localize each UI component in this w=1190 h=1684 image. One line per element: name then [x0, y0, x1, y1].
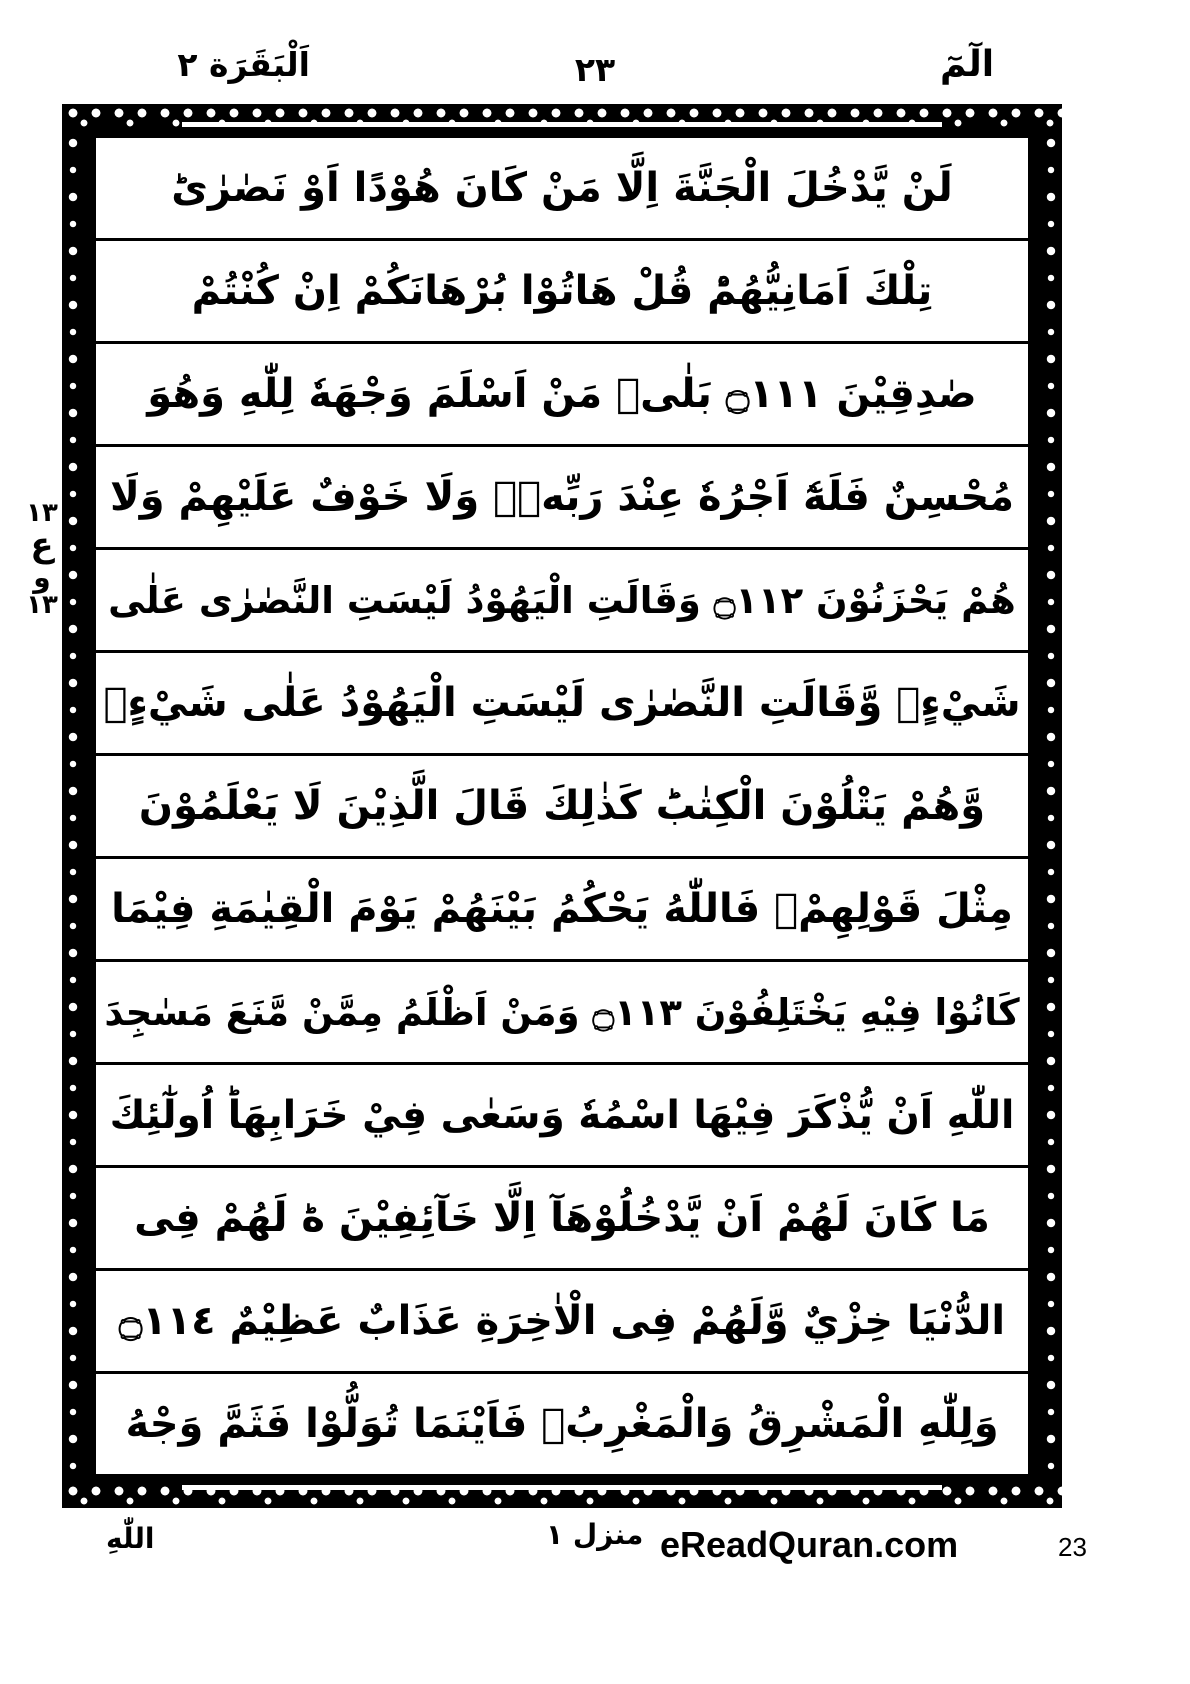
quran-line: [96, 1271, 1028, 1374]
quran-line-text: وَلِلّٰهِ الْمَشْرِقُ وَالْمَغْرِبُۗ فَاَيْنَمَا تُوَلُّوْا فَثَمَّ وَجْهُ: [125, 1401, 999, 1447]
quran-line-text: وَّهُمْ يَتْلُوْنَ الْكِتٰبَؕ كَذٰلِكَ قَالَ الَّذِيْنَ لَا يَعْلَمُوْنَ: [138, 783, 986, 829]
quran-line-text: كَانُوْا فِيْهِ يَخْتَلِفُوْنَ ۝١١٣ وَمَنْ اَظْلَمُ مِمَّنْ مَّنَعَ مَسٰجِدَ: [104, 990, 1020, 1034]
quran-line-text: هُمْ يَحْزَنُوْنَ ۝١١٢ وَقَالَتِ الْيَهُوْدُ لَيْسَتِ النَّصٰرٰى عَلٰى: [108, 578, 1016, 622]
quran-line-text: مُحْسِنٌ فَلَهٗٓ اَجْرُهٗ عِنْدَ رَبِّهٖۖ وَلَا خَوْفٌ عَلَيْهِمْ وَلَا: [109, 474, 1014, 520]
border-rule-bottom: [182, 1485, 942, 1490]
quran-line-text: الدُّنْيَا خِزْيٌ وَّلَهُمْ فِى الْاٰخِرَةِ عَذَابٌ عَظِيْمٌ ۝١١٤: [118, 1298, 1006, 1344]
quran-line: [96, 447, 1028, 550]
quran-line-text: صٰدِقِيْنَ ۝١١١ بَلٰىۗ مَنْ اَسْلَمَ وَجْهَهٗ لِلّٰهِ وَهُوَ: [147, 371, 977, 417]
quran-line: [96, 756, 1028, 859]
quran-line: [96, 1374, 1028, 1474]
border-band-left: [62, 130, 84, 1482]
quran-line: [96, 1065, 1028, 1168]
footer-manzil-label: منزل ١: [546, 1518, 644, 1551]
ruku-marker-icon: ع: [30, 525, 54, 565]
quran-line: [96, 344, 1028, 447]
quran-line: [96, 241, 1028, 344]
quran-line-text: تِلْكَ اَمَانِيُّهُمْؕ قُلْ هَاتُوْا بُرْهَانَكُمْ اِنْ كُنْتُمْ: [191, 268, 933, 314]
scroll-ornament-icon: [62, 130, 84, 1482]
quran-line: [96, 1168, 1028, 1271]
quran-line-text: اللّٰهِ اَنْ يُّذْكَرَ فِيْهَا اسْمُهٗ وَسَعٰى فِيْ خَرَابِهَاؕ اُولٰٓئِكَ: [109, 1092, 1015, 1138]
header-juz-label: الٓمٓ: [940, 44, 995, 85]
quran-line-text: مِثْلَ قَوْلِهِمْۚ فَاللّٰهُ يَحْكُمُ بَيْنَهُمْ يَوْمَ الْقِيٰمَةِ فِيْمَا: [111, 886, 1013, 932]
border-band-top: [62, 104, 1062, 130]
footer-catchword: اللّٰهِ: [106, 1522, 155, 1555]
footer-page-number: 23: [1058, 1532, 1087, 1562]
header-surah-label: اَلْبَقَرَة ٢: [177, 45, 310, 84]
quran-line-text: شَيْءٍۖ وَّقَالَتِ النَّصٰرٰى لَيْسَتِ الْيَهُوْدُ عَلٰى شَيْءٍۙ: [103, 680, 1021, 726]
quran-line: [96, 962, 1028, 1065]
quran-line: [96, 859, 1028, 962]
page-header: [0, 44, 1190, 106]
border-rule-top: [182, 122, 942, 127]
margin-line-count-top: ١٣: [26, 498, 58, 528]
border-band-right: [1040, 130, 1062, 1482]
quran-text-block: [93, 135, 1031, 1477]
margin-markers: [22, 500, 62, 618]
quran-line: [96, 138, 1028, 241]
header-page-number: ٢٣: [574, 50, 616, 89]
quran-line-text: مَا كَانَ لَهُمْ اَنْ يَّدْخُلُوْهَآ اِلَّا خَآئِفِيْنَ ەؕ لَهُمْ فِى: [134, 1195, 990, 1241]
ornamental-page-frame: [62, 104, 1062, 1508]
quran-line: [96, 550, 1028, 653]
footer-site-label: eReadQuran.com: [660, 1524, 959, 1565]
scroll-ornament-icon: [1040, 130, 1062, 1482]
page-footer: [0, 1516, 1190, 1606]
border-band-bottom: [62, 1482, 1062, 1508]
margin-waw-marker: و: [33, 561, 51, 594]
quran-line: [96, 653, 1028, 756]
quran-line-text: لَنْ يَّدْخُلَ الْجَنَّةَ اِلَّا مَنْ كَانَ هُوْدًا اَوْ نَصٰرٰىؕ: [171, 165, 953, 211]
margin-line-count-bottom: ١٣: [26, 590, 58, 620]
